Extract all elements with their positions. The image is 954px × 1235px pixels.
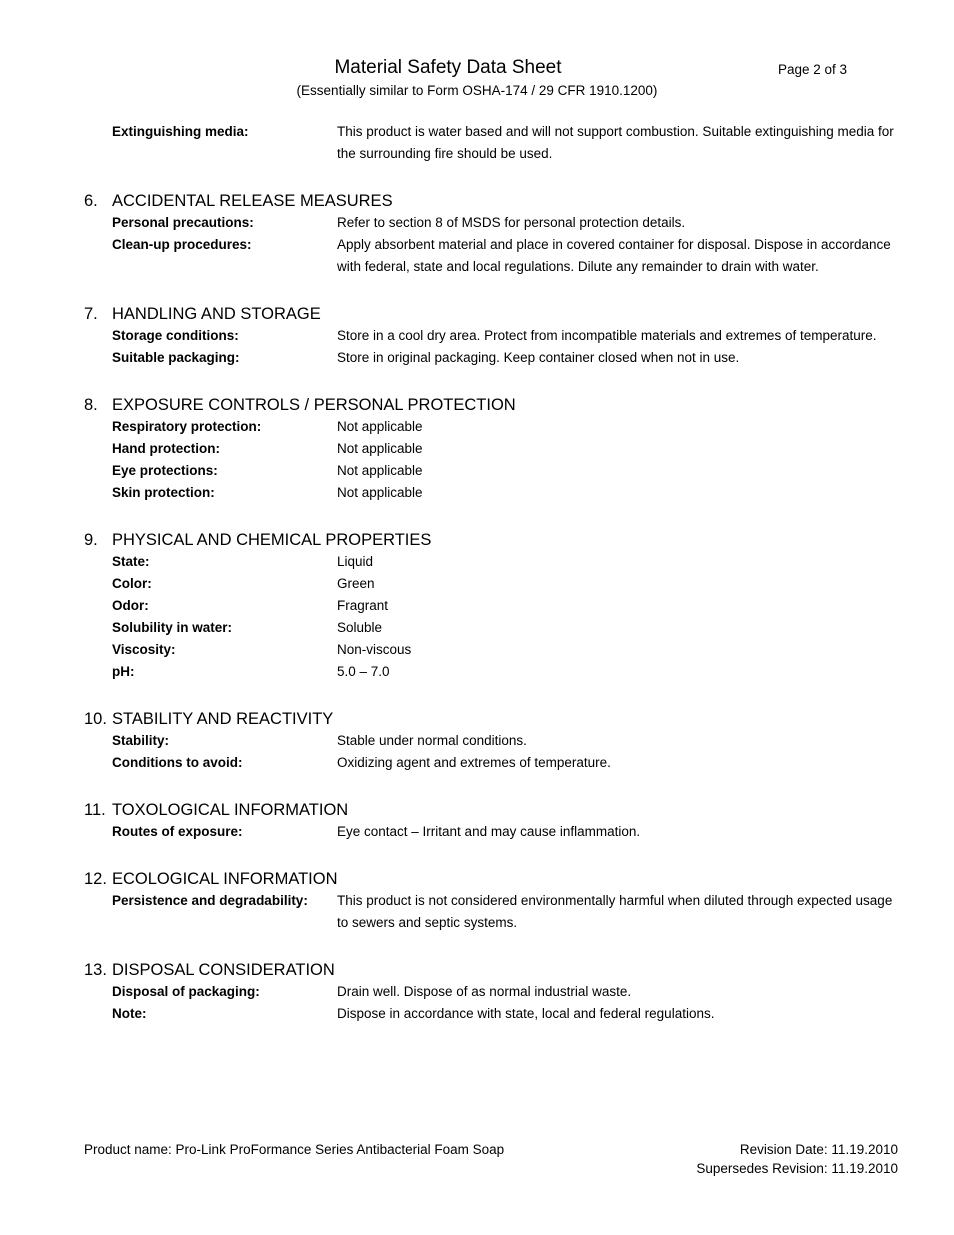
field-value: Dispose in accordance with state, local and federal regulations. xyxy=(337,1006,715,1021)
section-handling-storage xyxy=(84,301,904,369)
field-row xyxy=(84,595,904,617)
document-title: Material Safety Data Sheet xyxy=(334,57,562,78)
field-row xyxy=(84,981,904,1003)
section-number: 10. xyxy=(84,710,107,728)
field-row xyxy=(84,460,904,482)
field-label: Personal precautions: xyxy=(112,215,254,230)
field-label: Viscosity: xyxy=(112,642,176,657)
section-heading xyxy=(84,706,904,732)
field-label: State: xyxy=(112,554,150,569)
page-number: Page 2 of 3 xyxy=(778,62,848,77)
field-value: This product is not considered environmentally harmful when diluted through expected usage to sewers and septic systems. xyxy=(337,893,893,930)
section-title: PHYSICAL AND CHEMICAL PROPERTIES xyxy=(112,531,432,549)
revision-date: Revision Date: 11.19.2010 xyxy=(739,1142,898,1157)
field-label: Suitable packaging: xyxy=(112,350,240,365)
field-value: Not applicable xyxy=(337,441,423,456)
field-row xyxy=(84,617,904,639)
field-value: Store in a cool dry area. Protect from incompatible materials and extremes of temperature. xyxy=(337,328,877,343)
field-value: Eye contact – Irritant and may cause inflammation. xyxy=(337,824,641,839)
revision-info xyxy=(696,1140,898,1178)
section-exposure-controls xyxy=(84,392,904,504)
section-toxological-info xyxy=(84,797,904,843)
field-value: Not applicable xyxy=(337,485,423,500)
section-title: TOXOLOGICAL INFORMATION xyxy=(112,801,349,819)
section-number: 6. xyxy=(84,192,98,210)
field-row xyxy=(84,438,904,460)
field-label: pH: xyxy=(112,664,135,679)
field-label: Hand protection: xyxy=(112,441,220,456)
section-heading xyxy=(84,866,904,892)
field-row xyxy=(84,325,904,347)
section-stability-reactivity xyxy=(84,706,904,774)
field-value: Soluble xyxy=(337,620,383,635)
section-number: 8. xyxy=(84,396,98,414)
field-row xyxy=(84,416,904,438)
field-row xyxy=(84,661,904,683)
section-heading xyxy=(84,392,904,418)
field-label: Stability: xyxy=(112,733,170,748)
field-value: Non-viscous xyxy=(337,642,412,657)
field-label: Extinguishing media: xyxy=(112,124,249,139)
field-value: Oxidizing agent and extremes of temperature. xyxy=(337,755,611,770)
field-value: Not applicable xyxy=(337,419,423,434)
field-value: Not applicable xyxy=(337,463,423,478)
section-physical-chemical xyxy=(84,527,904,683)
field-value: This product is water based and will not support combustion. Suitable extinguishing media for the surrounding fire should be used. xyxy=(337,124,894,161)
section-number: 13. xyxy=(84,961,107,979)
field-label: Persistence and degradability: xyxy=(112,893,308,908)
section-title: DISPOSAL CONSIDERATION xyxy=(112,961,335,979)
field-label: Storage conditions: xyxy=(112,328,239,343)
section-accidental-release xyxy=(84,188,904,278)
field-label: Note: xyxy=(112,1006,147,1021)
field-label: Solubility in water: xyxy=(112,620,233,635)
field-row xyxy=(84,639,904,661)
section-title: ACCIDENTAL RELEASE MEASURES xyxy=(112,192,393,210)
section-heading xyxy=(84,957,904,983)
section-title: EXPOSURE CONTROLS / PERSONAL PROTECTION xyxy=(112,396,516,414)
section-number: 7. xyxy=(84,305,98,323)
intro-rows xyxy=(84,121,904,165)
field-label: Clean-up procedures: xyxy=(112,237,252,252)
section-title: STABILITY AND REACTIVITY xyxy=(112,710,334,728)
field-value: 5.0 – 7.0 xyxy=(337,664,390,679)
field-row xyxy=(84,121,904,165)
field-label: Odor: xyxy=(112,598,149,613)
section-number: 12. xyxy=(84,870,107,888)
field-row xyxy=(84,482,904,504)
field-row xyxy=(84,212,904,234)
field-row xyxy=(84,551,904,573)
section-title: ECOLOGICAL INFORMATION xyxy=(112,870,338,888)
field-value: Drain well. Dispose of as normal industrial waste. xyxy=(337,984,632,999)
field-label: Skin protection: xyxy=(112,485,215,500)
section-heading xyxy=(84,188,904,214)
field-row xyxy=(84,347,904,369)
field-row xyxy=(84,752,904,774)
section-title: HANDLING AND STORAGE xyxy=(112,305,321,323)
field-label: Conditions to avoid: xyxy=(112,755,243,770)
field-label: Disposal of packaging: xyxy=(112,984,260,999)
field-label: Color: xyxy=(112,576,152,591)
field-value: Green xyxy=(337,576,375,591)
document-body xyxy=(84,121,904,1025)
field-row xyxy=(84,730,904,752)
field-value: Store in original packaging. Keep container closed when not in use. xyxy=(337,350,740,365)
field-value: Fragrant xyxy=(337,598,389,613)
field-value: Liquid xyxy=(337,554,374,569)
section-disposal xyxy=(84,957,904,1025)
field-value: Apply absorbent material and place in covered container for disposal. Dispose in accordance with federal, state and local regulations. Dilute any remainder to drain with water. xyxy=(337,237,891,274)
field-value: Refer to section 8 of MSDS for personal protection details. xyxy=(337,215,686,230)
section-ecological-info xyxy=(84,866,904,934)
field-label: Eye protections: xyxy=(112,463,218,478)
product-name: Product name: Pro-Link ProFormance Series Antibacterial Foam Soap xyxy=(84,1142,505,1157)
supersedes-revision: Supersedes Revision: 11.19.2010 xyxy=(696,1161,898,1176)
field-row xyxy=(84,1003,904,1025)
section-heading xyxy=(84,527,904,553)
document-subtitle: (Essentially similar to Form OSHA-174 / 29 CFR 1910.1200) xyxy=(296,83,658,98)
field-value: Stable under normal conditions. xyxy=(337,733,527,748)
section-heading xyxy=(84,301,904,327)
field-label: Respiratory protection: xyxy=(112,419,262,434)
section-number: 9. xyxy=(84,531,98,549)
field-row xyxy=(84,573,904,595)
section-heading xyxy=(84,797,904,823)
section-number: 11. xyxy=(84,801,106,819)
field-row xyxy=(84,890,904,934)
field-row xyxy=(84,821,904,843)
field-row xyxy=(84,234,904,278)
field-label: Routes of exposure: xyxy=(112,824,243,839)
